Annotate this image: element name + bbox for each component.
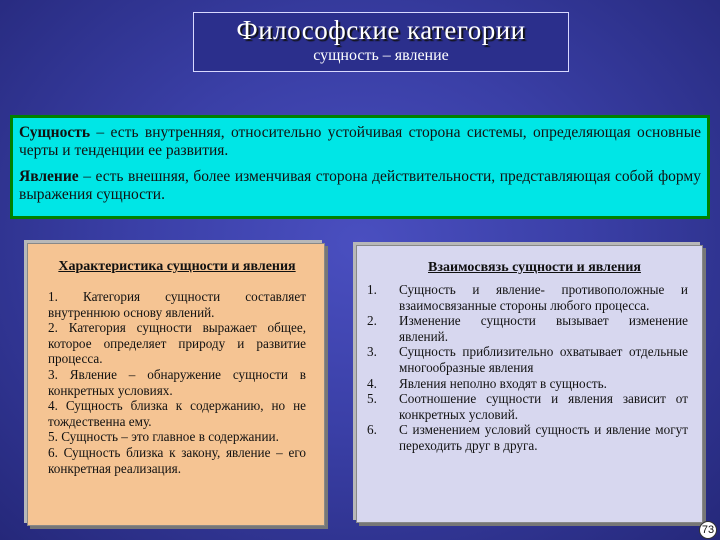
relationship-title: Взаимосвязь сущности и явления <box>428 260 641 275</box>
definition-term: Сущность <box>19 124 91 141</box>
item-number: 3. <box>367 344 377 360</box>
list-item: 6. Сущность близка к закону, явление – его конкретная реализация. <box>48 444 306 476</box>
page-number: 73 <box>699 521 717 539</box>
list-item <box>367 391 688 422</box>
definition-term: Явление <box>19 168 79 185</box>
list-item <box>367 344 688 375</box>
item-number: 5. <box>367 391 377 407</box>
definition-essence <box>19 124 701 160</box>
item-number: 6. <box>367 422 377 438</box>
list-item: 5. Сущность – это главное в содержании. <box>48 429 279 445</box>
slide-title: Философские категории <box>236 15 526 45</box>
item-text: Изменение сущности вызывает изменение явлений. <box>399 313 688 344</box>
item-number: 4. <box>367 375 377 391</box>
list-item: 2. Категория сущности выражает общее, которое определяет природу и развитие процесса. <box>48 320 306 367</box>
list-item <box>367 313 688 344</box>
item-text: Явления неполно входят в сущность. <box>399 375 607 391</box>
characteristics-list <box>48 289 306 476</box>
item-text: Соотношение сущности и явления зависит от конкретных условий. <box>399 391 688 422</box>
slide-subtitle: сущность – явление <box>313 47 449 64</box>
characteristics-card <box>27 243 325 526</box>
list-item: 3. Явление – обнаружение сущности в конкретных условиях. <box>48 366 306 398</box>
definition-text: – есть внешняя, более изменчивая сторона действительности, представляющая собой форму выражения сущности. <box>19 168 701 203</box>
item-text: Сущность приблизительно охватывает отдельные многообразные явления <box>399 344 688 375</box>
item-text: Сущность и явление- противоположные и взаимосвязанные стороны любого процесса. <box>399 282 688 313</box>
characteristics-title: Характеристика сущности и явления <box>58 259 296 274</box>
list-item <box>367 282 688 313</box>
relationship-card <box>356 245 703 523</box>
list-item <box>367 376 688 392</box>
item-number: 2. <box>367 313 377 329</box>
item-number: 1. <box>367 282 377 297</box>
item-text: С изменением условий сущность и явление могут переходить друг в друга. <box>399 422 688 453</box>
definition-phenomenon <box>19 168 701 204</box>
title-box <box>193 12 569 72</box>
definition-text: – есть внутренняя, относительно устойчивая сторона системы, определяющая основные черты и тенденции ее развития. <box>19 124 701 159</box>
list-item <box>367 422 688 453</box>
list-item: 4. Сущность близка к содержанию, но не тождественна ему. <box>48 398 306 429</box>
definitions-box <box>10 115 710 219</box>
list-item: 1. Категория сущности составляет внутреннюю основу явлений. <box>48 289 306 320</box>
